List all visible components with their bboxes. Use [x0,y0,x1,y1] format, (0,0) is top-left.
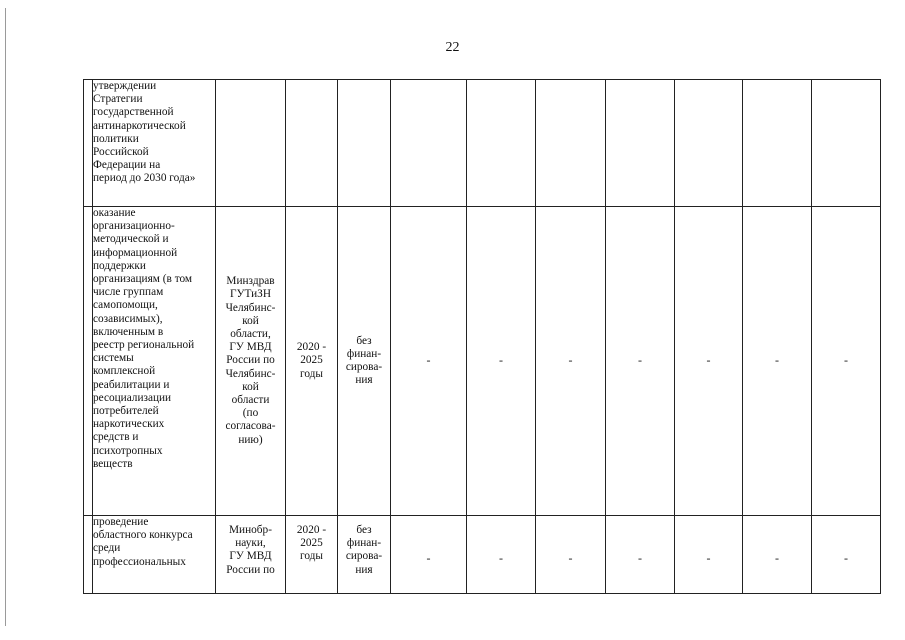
value-cell: - [391,516,467,594]
text-line: России по [226,354,275,367]
text-line: 2025 [300,354,323,367]
text-line: созависимых), [93,312,163,325]
text-line: финан- [346,537,382,550]
value-cell [675,80,743,207]
text-line: ГУ МВД [229,550,272,563]
text-line: науки, [235,537,266,550]
text-line: системы [93,352,134,365]
text-line: сирова- [345,550,383,563]
text-line: Минобр- [229,524,272,536]
text-line: ГУ МВД [229,341,272,354]
value-cell [606,80,675,207]
text-line: Минздрав [226,275,275,288]
text-line: информационной [93,246,178,259]
text-line: Российской [93,146,149,159]
value-cell [812,80,881,207]
text-line: оказание [93,207,136,219]
text-line: согласова- [225,420,276,433]
text-line: психотропных [93,444,163,457]
funding-cell [338,516,391,594]
text-line: сирова- [345,361,383,373]
text-line: числе группам [93,286,164,299]
text-line: области, [230,327,271,340]
value-cell: - [467,516,536,594]
value-cell: - [675,207,743,516]
text-line: Челябинс- [225,367,276,380]
text-line: реабилитации и [93,378,170,391]
value-cell: - [606,207,675,516]
text-line: методической и [93,233,169,246]
table-row [84,80,881,207]
text-line: потребителей [93,405,159,418]
value-cell [536,80,606,207]
text-line: государственной [93,106,174,119]
value-cell [467,80,536,207]
term-cell [286,516,338,594]
text-line: кой [242,314,259,327]
text-line: ния [355,374,373,387]
text-line: Челябинс- [225,301,276,314]
text-line: средств и [93,431,139,444]
executor-cell [216,516,286,594]
text-line: комплексной [93,365,156,378]
text-line: Федерации на [93,159,161,172]
value-cell: - [743,207,812,516]
text-line: кой [242,380,259,393]
activity-cell [93,80,216,207]
value-cell: - [536,207,606,516]
text-line: организациям (в том [93,273,193,286]
page-left-edge-line [5,8,6,626]
value-cell: - [812,207,881,516]
text-line: веществ [93,457,133,470]
text-line: среди [93,542,121,555]
funding-cell [338,207,391,516]
activity-cell [93,207,216,516]
text-line: поддержки [93,259,146,272]
text-line: наркотических [93,418,165,431]
text-line: (по [242,407,259,420]
value-cell: - [606,516,675,594]
text-line: утверждении [93,80,157,92]
text-line: профессиональных [93,555,186,568]
value-cell: - [391,207,467,516]
text-line: 2020 - [296,524,327,536]
program-table [83,79,881,594]
text-line: проведение [93,516,149,528]
value-cell: - [536,516,606,594]
text-line: самопомощи, [93,299,158,312]
value-cell [743,80,812,207]
funding-cell [338,80,391,207]
text-line: областного конкурса [93,529,193,542]
value-cell: - [743,516,812,594]
text-line: период до 2030 года» [93,172,196,185]
text-line: России по [226,563,275,576]
term-cell [286,80,338,207]
value-cell: - [675,516,743,594]
text-line: без [356,334,372,347]
text-line: реестр региональной [93,339,195,352]
activity-cell [93,516,216,594]
text-line: годы [299,367,323,380]
text-line: ГУТиЗН [229,288,271,301]
row-number-cell [84,207,93,516]
term-cell [286,207,338,516]
text-line: 2020 - [296,341,327,354]
executor-cell [216,207,286,516]
row-number-cell [84,80,93,207]
text-line: включенным в [93,325,164,338]
text-line: 2025 [300,537,323,550]
executor-cell [216,80,286,207]
value-cell: - [812,516,881,594]
row-number-cell [84,516,93,594]
text-line: ресоциализации [93,391,172,404]
text-line: области [231,394,270,406]
text-line: без [356,524,372,536]
page-number: 22 [445,40,460,55]
value-cell [391,80,467,207]
table-row [84,207,881,516]
text-line: политики [93,132,139,145]
table-row [84,516,881,594]
text-line: нию) [238,433,263,446]
value-cell: - [467,207,536,516]
text-line: финан- [346,347,382,360]
text-line: Стратегии [93,93,143,106]
text-line: ния [355,563,373,576]
text-line: годы [299,550,323,563]
text-line: антинаркотической [93,119,186,132]
text-line: организационно- [93,220,175,233]
